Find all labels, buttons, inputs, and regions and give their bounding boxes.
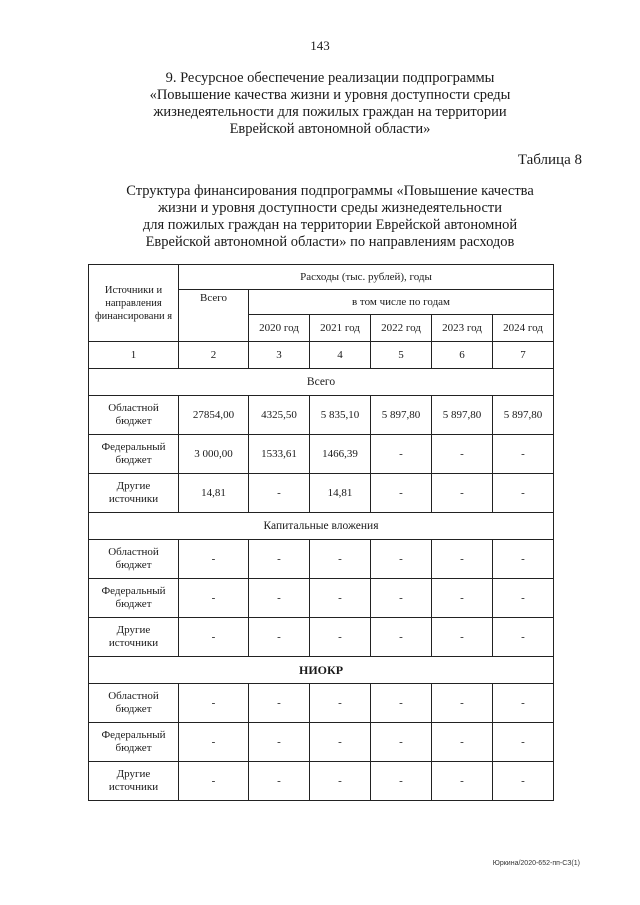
section-heading-line: Еврейской автономной области» — [229, 121, 431, 137]
header-sources: Источники и направления финансировани я — [89, 265, 179, 342]
cell-value: - — [249, 540, 310, 579]
cell-value: - — [179, 762, 249, 801]
cell-value: - — [371, 474, 432, 513]
cell-value: - — [249, 684, 310, 723]
section-title-rnd: НИОКР — [89, 657, 554, 684]
column-number: 3 — [249, 342, 310, 369]
row-label: Федеральный бюджет — [89, 435, 179, 474]
caption-line: Еврейской автономной области» по направлениям расходов — [145, 234, 515, 250]
section-heading-line: «Повышение качества жизни и уровня доступности среды — [149, 87, 511, 103]
cell-value: - — [179, 618, 249, 657]
cell-value: - — [432, 474, 493, 513]
column-number: 5 — [371, 342, 432, 369]
table-label: Таблица 8 — [517, 152, 582, 168]
header-year: 2022 год — [371, 315, 432, 342]
column-number: 6 — [432, 342, 493, 369]
cell-value: - — [179, 684, 249, 723]
cell-value: 5 897,80 — [493, 396, 554, 435]
cell-value: - — [371, 579, 432, 618]
table-row — [89, 579, 554, 618]
header-year: 2023 год — [432, 315, 493, 342]
cell-value: - — [249, 762, 310, 801]
cell-value: - — [179, 540, 249, 579]
row-label: Другие источники — [89, 762, 179, 801]
cell-value: - — [493, 474, 554, 513]
cell-value: - — [432, 762, 493, 801]
cell-value: - — [493, 579, 554, 618]
cell-value: - — [371, 723, 432, 762]
cell-value: - — [432, 684, 493, 723]
page-number: 143 — [310, 38, 330, 53]
cell-value: - — [493, 540, 554, 579]
header-year: 2024 год — [493, 315, 554, 342]
cell-value: - — [432, 435, 493, 474]
table-row — [89, 618, 554, 657]
caption-line: жизни и уровня доступности среды жизнедеятельности — [158, 200, 502, 216]
cell-value: - — [371, 762, 432, 801]
cell-value: - — [310, 762, 371, 801]
cell-value: - — [493, 762, 554, 801]
financing-table — [88, 264, 554, 801]
cell-value: - — [179, 723, 249, 762]
cell-value: 5 897,80 — [432, 396, 493, 435]
row-label: Областной бюджет — [89, 540, 179, 579]
section-heading-line: жизнедеятельности для пожилых граждан на территории — [153, 104, 507, 120]
cell-value: - — [432, 618, 493, 657]
cell-value: - — [249, 474, 310, 513]
cell-value: - — [432, 579, 493, 618]
cell-value: - — [310, 540, 371, 579]
cell-value: 14,81 — [310, 474, 371, 513]
cell-value: 27854,00 — [179, 396, 249, 435]
section-heading — [80, 70, 580, 138]
header-expenses: Расходы (тыс. рублей), годы — [179, 265, 554, 290]
cell-value: 1466,39 — [310, 435, 371, 474]
header-total: Всего — [179, 290, 249, 342]
table-row — [89, 762, 554, 801]
header-year: 2020 год — [249, 315, 310, 342]
table-row — [89, 435, 554, 474]
caption-line: Структура финансирования подпрограммы «Повышение качества — [126, 183, 534, 199]
table-caption — [80, 183, 580, 251]
cell-value: 1533,61 — [249, 435, 310, 474]
cell-value: 14,81 — [179, 474, 249, 513]
column-number: 2 — [179, 342, 249, 369]
section-heading-line: 9. Ресурсное обеспечение реализации подпрограммы — [165, 70, 495, 86]
cell-value: - — [493, 618, 554, 657]
cell-value: - — [493, 684, 554, 723]
table-row — [89, 540, 554, 579]
row-label: Федеральный бюджет — [89, 723, 179, 762]
section-title-total: Всего — [89, 369, 554, 396]
cell-value: - — [371, 435, 432, 474]
section-title-capital: Капитальные вложения — [89, 513, 554, 540]
header-year: 2021 год — [310, 315, 371, 342]
cell-value: - — [310, 579, 371, 618]
cell-value: 5 835,10 — [310, 396, 371, 435]
table-row — [89, 396, 554, 435]
cell-value: - — [310, 618, 371, 657]
cell-value: 4325,50 — [249, 396, 310, 435]
table-row — [89, 723, 554, 762]
cell-value: - — [310, 684, 371, 723]
row-label: Областной бюджет — [89, 684, 179, 723]
row-label: Федеральный бюджет — [89, 579, 179, 618]
cell-value: - — [179, 579, 249, 618]
cell-value: - — [371, 618, 432, 657]
cell-value: - — [249, 579, 310, 618]
header-by-years: в том числе по годам — [249, 290, 554, 315]
row-label: Другие источники — [89, 618, 179, 657]
cell-value: - — [371, 684, 432, 723]
cell-value: - — [432, 723, 493, 762]
row-label: Областной бюджет — [89, 396, 179, 435]
cell-value: 5 897,80 — [371, 396, 432, 435]
document-footer-code: Юркина/2020-652-пп-СЗ(1) — [492, 860, 580, 867]
table-row — [89, 684, 554, 723]
cell-value: 3 000,00 — [179, 435, 249, 474]
cell-value: - — [249, 618, 310, 657]
cell-value: - — [249, 723, 310, 762]
cell-value: - — [493, 723, 554, 762]
table-row — [89, 474, 554, 513]
column-number: 7 — [493, 342, 554, 369]
row-label: Другие источники — [89, 474, 179, 513]
cell-value: - — [432, 540, 493, 579]
caption-line: для пожилых граждан на территории Еврейской автономной — [142, 217, 518, 233]
cell-value: - — [310, 723, 371, 762]
cell-value: - — [493, 435, 554, 474]
cell-value: - — [371, 540, 432, 579]
column-number: 1 — [89, 342, 179, 369]
column-number: 4 — [310, 342, 371, 369]
